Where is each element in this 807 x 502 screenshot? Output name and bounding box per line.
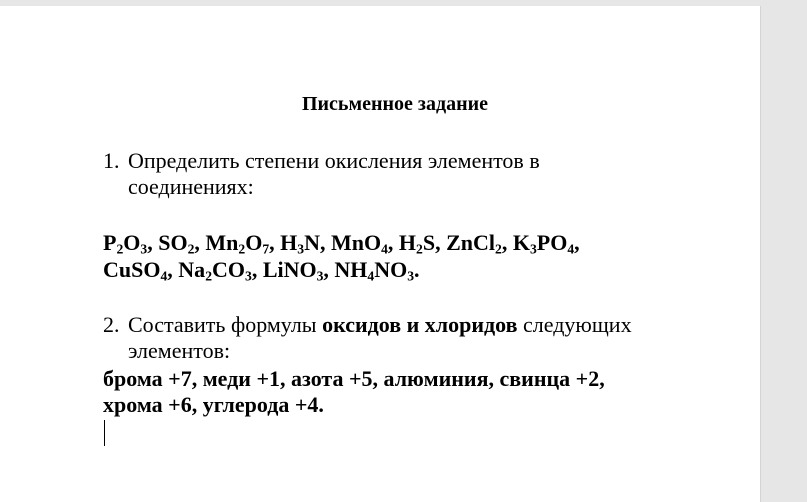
formula [446, 230, 513, 255]
formula-text: CuSO [103, 257, 161, 282]
formula-text: P [103, 230, 117, 255]
formula-subscript: 3 [140, 241, 148, 257]
formula-text: H [280, 230, 298, 255]
formula-subscript: 2 [238, 241, 246, 257]
formula-separator: , [251, 257, 263, 282]
formula-separator: , [167, 257, 179, 282]
formula-subscript: 3 [407, 268, 415, 284]
document-title: Письменное задание [301, 93, 489, 115]
formula-subscript: 3 [529, 241, 537, 257]
task1-line1: Определить степени окисления элементов в [128, 148, 540, 173]
task2-line4: хрома +6, углерода +4. [103, 392, 324, 417]
text-cursor [104, 420, 105, 446]
task2-line1-bold: оксидов и хлоридов [322, 312, 518, 337]
formula [399, 230, 446, 255]
formula-separator: , [323, 257, 335, 282]
task2-line2: элементов: [128, 338, 231, 363]
formula-separator: , [194, 230, 206, 255]
formula-text: O [123, 230, 141, 255]
formula-separator: , [319, 230, 331, 255]
formula-subscript: 4 [367, 268, 375, 284]
formula-separator: . [414, 257, 420, 282]
formulas-line-1 [103, 230, 580, 256]
formula-separator: , [501, 230, 513, 255]
formula [331, 230, 399, 255]
formula-text: K [512, 230, 530, 255]
formula-text: N [304, 230, 320, 255]
formula-text: CO [212, 257, 245, 282]
formula-text: H [398, 230, 417, 255]
formula [263, 257, 335, 282]
task2-line1-prefix: Составить формулы [128, 312, 323, 337]
formula-subscript: 3 [316, 268, 324, 284]
formula-separator: , [435, 230, 447, 255]
formula-text: S [422, 230, 436, 255]
formula-separator: , [147, 230, 159, 255]
formula [280, 230, 331, 255]
formula-subscript: 2 [416, 241, 423, 257]
formula-text: Mn [205, 230, 239, 255]
formula-text: MnO [330, 230, 382, 255]
formula-subscript: 3 [297, 241, 305, 257]
task2-line1-suffix: следующих [517, 312, 632, 337]
formula [334, 257, 419, 282]
formula-subscript: 4 [160, 268, 168, 284]
formula-subscript: 2 [116, 241, 124, 257]
formula-separator: , [574, 230, 580, 255]
formula-text: ZnCl [446, 230, 495, 255]
document-page[interactable] [0, 6, 761, 502]
task2-line1 [128, 313, 632, 337]
formula [205, 230, 280, 255]
formula-subscript: 3 [245, 268, 252, 284]
formula-text: NO [374, 257, 408, 282]
formula [103, 230, 158, 255]
formula-separator: , [387, 230, 399, 255]
formula-subscript: 2 [495, 241, 502, 257]
formula-text: NH [334, 257, 368, 282]
formula-subscript: 4 [381, 241, 388, 257]
formula-subscript: 2 [205, 268, 212, 284]
formula-text: Na [178, 257, 206, 282]
formulas-line-2 [103, 257, 420, 283]
task2-line3: брома +7, меди +1, азота +5, алюминия, свинца +2, [103, 366, 605, 391]
formula-subscript: 4 [567, 241, 575, 257]
formula-text: O [245, 230, 263, 255]
formula [178, 257, 263, 282]
formula-subscript: 2 [187, 241, 195, 257]
formula-separator: , [269, 230, 281, 255]
task2-number: 2. [103, 312, 120, 337]
formula-text: LiNO [262, 257, 317, 282]
task1-line2: соединениях: [128, 174, 254, 199]
formula-text: SO [158, 230, 188, 255]
formula [158, 230, 205, 255]
formula [513, 230, 580, 255]
formula-subscript: 7 [262, 241, 270, 257]
formula-text: PO [536, 230, 568, 255]
task1-number: 1. [103, 148, 120, 173]
formula [103, 257, 178, 282]
